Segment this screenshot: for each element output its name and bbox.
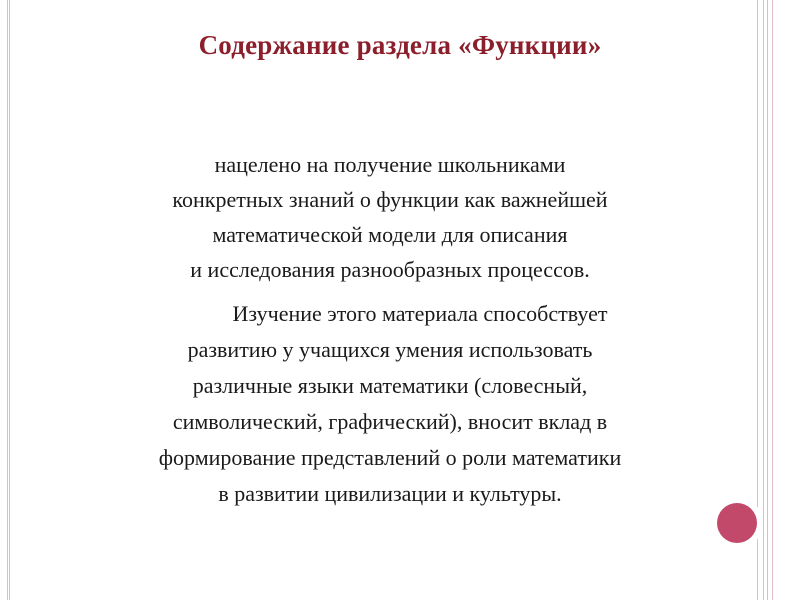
left-border-decoration bbox=[7, 0, 10, 600]
paragraph-line: конкретных знаний о функции как важнейшей bbox=[172, 187, 608, 212]
paragraph-study bbox=[40, 296, 740, 512]
slide-title: Содержание раздела «Функции» bbox=[198, 30, 602, 60]
paragraph-line: Изучение этого материала способствует bbox=[232, 301, 608, 326]
decorative-circle bbox=[717, 503, 757, 543]
paragraph-line: математической модели для описания bbox=[212, 222, 568, 247]
paragraph-line: различные языки математики (словесный, bbox=[192, 373, 588, 398]
paragraph-line: в развитии цивилизации и культуры. bbox=[218, 481, 562, 506]
paragraph-aim bbox=[50, 147, 730, 287]
paragraph-line: формирование представлений о роли математики bbox=[158, 445, 622, 470]
paragraph-line: и исследования разнообразных процессов. bbox=[190, 257, 590, 282]
paragraph-line: развитию у учащихся умения использовать bbox=[187, 337, 593, 362]
paragraph-line: символический, графический), вносит вклад в bbox=[172, 409, 608, 434]
paragraph-line: нацелено на получение школьниками bbox=[214, 152, 566, 177]
